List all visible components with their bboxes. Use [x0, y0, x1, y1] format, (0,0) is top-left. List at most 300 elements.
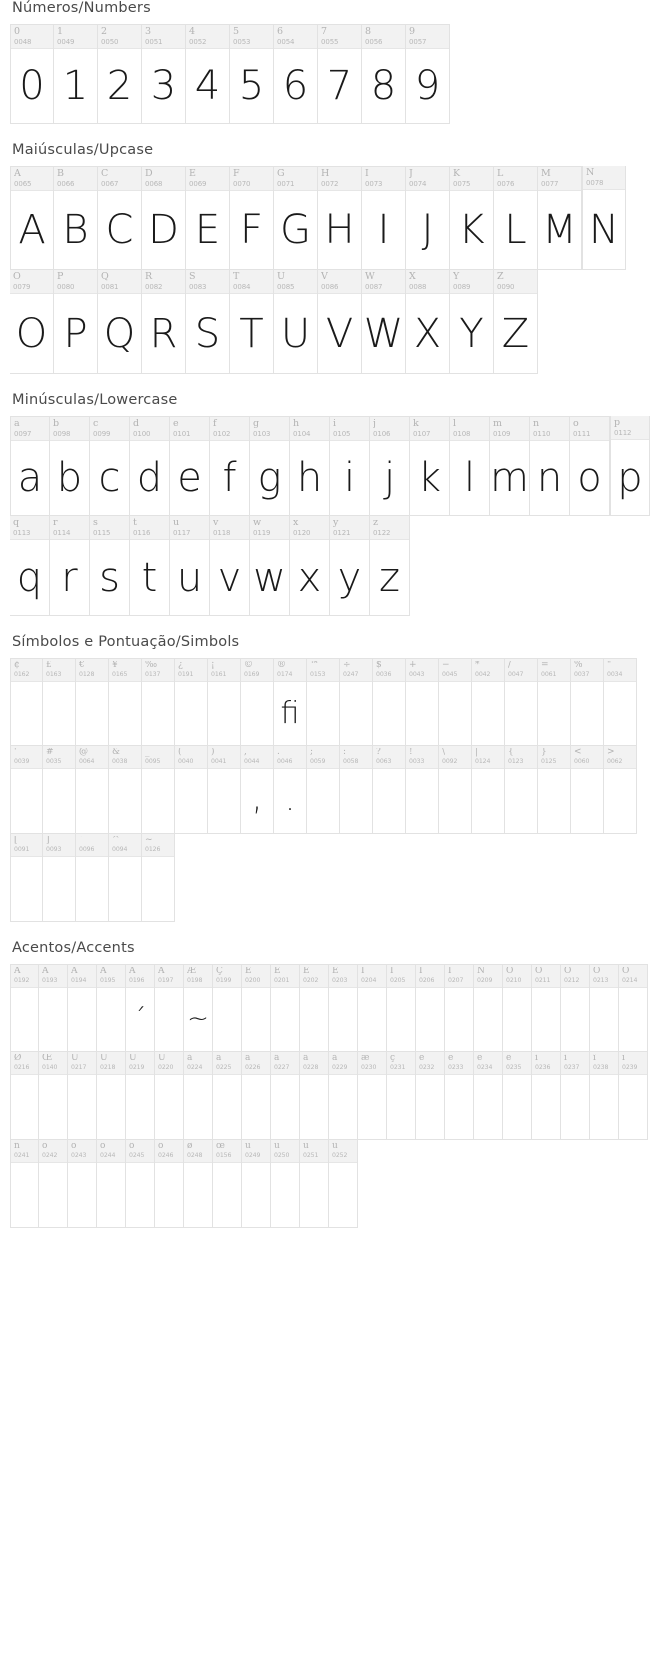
- glyph-preview: D: [148, 207, 179, 254]
- glyph-cell[interactable]: [250, 516, 290, 616]
- glyph-cell[interactable]: [10, 1052, 39, 1140]
- glyph-preview: R: [149, 310, 178, 357]
- glyph-char-label: m: [493, 419, 503, 429]
- glyph-cell[interactable]: [387, 1052, 416, 1140]
- glyph-preview: 6: [282, 63, 309, 110]
- glyph-preview: B: [62, 207, 89, 254]
- glyph-preview: [97, 1075, 125, 1140]
- glyph-cell[interactable]: [213, 1140, 242, 1228]
- glyph-preview: [142, 857, 174, 922]
- glyph-cell[interactable]: [142, 24, 186, 124]
- glyph-cell[interactable]: [230, 270, 274, 374]
- glyph-code-label: 0115: [93, 529, 111, 537]
- glyph-preview: [329, 1075, 357, 1140]
- glyph-cell[interactable]: [505, 746, 538, 834]
- glyph-code-label: 0207: [448, 977, 464, 984]
- glyph-cell[interactable]: [290, 416, 330, 516]
- glyph-cell-header: [416, 1052, 444, 1075]
- glyph-char-label: ^: [112, 836, 120, 845]
- glyph-code-label: 0043: [409, 671, 425, 678]
- glyph-char-label: â: [245, 1054, 251, 1063]
- glyph-char-label: Ä: [129, 967, 136, 976]
- glyph-cell[interactable]: [213, 1052, 242, 1140]
- glyph-cell[interactable]: [241, 746, 274, 834]
- glyph-cell[interactable]: [582, 166, 626, 270]
- glyph-code-label: 0114: [53, 529, 71, 537]
- glyph-code-label: 0082: [145, 283, 163, 291]
- glyph-char-label: M: [541, 169, 551, 179]
- glyph-code-label: 0078: [586, 179, 604, 187]
- glyph-preview: 5: [238, 63, 265, 110]
- glyph-code-label: 0163: [46, 671, 62, 678]
- glyph-cell-header: [505, 659, 537, 682]
- glyph-preview: C: [105, 207, 134, 254]
- glyph-code-label: 0034: [607, 671, 623, 678]
- glyph-cell-header: [370, 417, 409, 441]
- glyph-cell-header: [186, 270, 229, 294]
- glyph-cell[interactable]: [142, 166, 186, 270]
- glyph-cell[interactable]: [503, 964, 532, 1052]
- glyph-cell[interactable]: [610, 416, 650, 516]
- glyph-cell[interactable]: [126, 964, 155, 1052]
- glyph-cell[interactable]: [213, 964, 242, 1052]
- glyph-code-label: 0049: [57, 38, 75, 46]
- glyph-cell[interactable]: [307, 746, 340, 834]
- glyph-preview: 1: [62, 63, 89, 110]
- glyph-cell[interactable]: [155, 1140, 184, 1228]
- glyph-cell[interactable]: [97, 1052, 126, 1140]
- glyph-cell[interactable]: [538, 166, 582, 270]
- glyph-char-label: #: [46, 748, 54, 757]
- glyph-cell-header: [230, 270, 273, 294]
- glyph-char-label: y: [333, 518, 339, 528]
- glyph-preview: [213, 1075, 241, 1140]
- glyph-cell[interactable]: [43, 658, 76, 746]
- glyph-cell[interactable]: [538, 658, 571, 746]
- glyph-cell[interactable]: [208, 746, 241, 834]
- glyph-cell[interactable]: [532, 1052, 561, 1140]
- glyph-cell[interactable]: [318, 166, 362, 270]
- glyph-cell[interactable]: [300, 1052, 329, 1140]
- glyph-cell[interactable]: [370, 516, 410, 616]
- glyph-cell[interactable]: [406, 270, 450, 374]
- glyph-cell[interactable]: [410, 416, 450, 516]
- glyph-char-label: S: [189, 272, 196, 282]
- glyph-cell[interactable]: [274, 270, 318, 374]
- glyph-char-label: ?: [376, 748, 381, 757]
- glyph-preview: [242, 1163, 270, 1228]
- glyph-cell[interactable]: [186, 270, 230, 374]
- glyph-cell[interactable]: [68, 1052, 97, 1140]
- glyph-cell[interactable]: [39, 1052, 68, 1140]
- glyph-cell[interactable]: [570, 416, 610, 516]
- glyph-cell[interactable]: [450, 270, 494, 374]
- glyph-cell[interactable]: [68, 1140, 97, 1228]
- glyph-cell[interactable]: [50, 416, 90, 516]
- glyph-code-label: 0076: [497, 180, 515, 188]
- glyph-cell[interactable]: [340, 746, 373, 834]
- glyph-cell[interactable]: [130, 516, 170, 616]
- glyph-cell[interactable]: [10, 270, 54, 374]
- glyph-preview: V: [325, 310, 354, 357]
- glyph-code-label: 0053: [233, 38, 251, 46]
- glyph-cell[interactable]: [271, 964, 300, 1052]
- glyph-cell[interactable]: [445, 964, 474, 1052]
- glyph-code-label: 0153: [310, 671, 326, 678]
- glyph-cell[interactable]: [76, 834, 109, 922]
- glyph-char-label: õ: [129, 1142, 135, 1151]
- glyph-cell[interactable]: [318, 24, 362, 124]
- glyph-cell[interactable]: [10, 416, 50, 516]
- glyph-cell[interactable]: [362, 166, 406, 270]
- glyph-cell[interactable]: [329, 1052, 358, 1140]
- glyph-cell-header: [142, 167, 185, 191]
- glyph-cell[interactable]: [274, 658, 307, 746]
- glyph-cell[interactable]: [109, 746, 142, 834]
- glyph-cell[interactable]: [274, 746, 307, 834]
- glyph-cell[interactable]: [340, 658, 373, 746]
- glyph-code-label: 0229: [332, 1064, 348, 1071]
- glyph-cell[interactable]: [76, 658, 109, 746]
- glyph-cell[interactable]: [210, 516, 250, 616]
- glyph-cell[interactable]: [10, 746, 43, 834]
- glyph-cell[interactable]: [10, 516, 50, 616]
- glyph-grid: [10, 24, 661, 124]
- glyph-cell[interactable]: [494, 270, 538, 374]
- glyph-preview: h: [296, 455, 323, 502]
- glyph-cell-header: [11, 417, 49, 441]
- glyph-cell[interactable]: [10, 1140, 39, 1228]
- glyph-code-label: 0119: [253, 529, 271, 537]
- glyph-cell-header: [450, 270, 493, 294]
- glyph-preview: ´: [133, 1004, 147, 1035]
- glyph-cell[interactable]: [76, 746, 109, 834]
- glyph-cell[interactable]: [142, 746, 175, 834]
- glyph-cell[interactable]: [142, 658, 175, 746]
- glyph-cell[interactable]: [184, 1052, 213, 1140]
- glyph-cell[interactable]: [373, 658, 406, 746]
- glyph-char-label: _: [145, 748, 150, 757]
- glyph-cell[interactable]: [10, 24, 54, 124]
- glyph-cell[interactable]: [43, 834, 76, 922]
- glyph-code-label: 0117: [173, 529, 191, 537]
- glyph-char-label: Ö: [622, 967, 630, 976]
- glyph-cell[interactable]: [175, 658, 208, 746]
- glyph-code-label: 0239: [622, 1064, 638, 1071]
- glyph-cell-header: [175, 746, 207, 769]
- glyph-cell-header: [155, 1052, 183, 1075]
- glyph-cell[interactable]: [90, 516, 130, 616]
- glyph-cell[interactable]: [329, 964, 358, 1052]
- glyph-cell-header: [142, 25, 185, 49]
- glyph-cell[interactable]: [416, 1052, 445, 1140]
- glyph-cell[interactable]: [210, 416, 250, 516]
- glyph-char-label: +: [409, 661, 417, 670]
- glyph-cell[interactable]: [109, 658, 142, 746]
- glyph-cell[interactable]: [472, 658, 505, 746]
- glyph-cell[interactable]: [242, 1052, 271, 1140]
- glyph-cell[interactable]: [300, 964, 329, 1052]
- glyph-char-label: f: [213, 419, 217, 429]
- glyph-cell-header: [11, 834, 42, 857]
- glyph-preview: [373, 769, 405, 834]
- glyph-cell[interactable]: [362, 270, 406, 374]
- glyph-preview: [532, 1075, 560, 1140]
- glyph-cell-header: [590, 965, 618, 988]
- glyph-cell-header: [184, 1052, 212, 1075]
- glyph-char-label: l: [453, 419, 457, 429]
- glyph-cell[interactable]: [242, 1140, 271, 1228]
- glyph-preview: E: [194, 207, 221, 254]
- glyph-preview: [474, 988, 502, 1052]
- glyph-cell[interactable]: [416, 964, 445, 1052]
- glyph-cell[interactable]: [370, 416, 410, 516]
- glyph-preview: [445, 988, 473, 1052]
- glyph-char-label: $: [376, 661, 382, 670]
- glyph-code-label: 0226: [245, 1064, 261, 1071]
- glyph-cell[interactable]: [241, 658, 274, 746]
- glyph-cell[interactable]: [590, 1052, 619, 1140]
- glyph-cell-header: [472, 659, 504, 682]
- glyph-cell-header: [387, 965, 415, 988]
- glyph-cell[interactable]: [170, 516, 210, 616]
- glyph-cell[interactable]: [109, 834, 142, 922]
- glyph-preview: G: [280, 207, 311, 254]
- glyph-cell[interactable]: [474, 1052, 503, 1140]
- glyph-cell[interactable]: [230, 166, 274, 270]
- glyph-preview: N: [589, 206, 619, 253]
- glyph-char-label: p: [614, 418, 621, 428]
- glyph-cell-header: [474, 965, 502, 988]
- glyph-cell[interactable]: [590, 964, 619, 1052]
- glyph-code-label: 0099: [93, 430, 111, 438]
- glyph-cell[interactable]: [10, 166, 54, 270]
- glyph-char-label: o: [573, 419, 579, 429]
- glyph-cell[interactable]: [472, 746, 505, 834]
- glyph-cell[interactable]: [604, 658, 637, 746]
- glyph-preview: k: [417, 455, 442, 502]
- glyph-preview: O: [15, 310, 48, 357]
- glyph-cell[interactable]: [571, 746, 604, 834]
- glyph-char-label: Ü: [158, 1054, 166, 1063]
- glyph-cell[interactable]: [445, 1052, 474, 1140]
- glyph-cell-header: [561, 965, 589, 988]
- glyph-code-label: 0044: [244, 758, 260, 765]
- glyph-cell[interactable]: [175, 746, 208, 834]
- glyph-char-label: g: [253, 419, 260, 429]
- glyph-preview: [271, 988, 299, 1052]
- glyph-cell[interactable]: [619, 964, 648, 1052]
- glyph-cell[interactable]: [274, 24, 318, 124]
- glyph-cell[interactable]: [406, 166, 450, 270]
- glyph-cell[interactable]: [532, 964, 561, 1052]
- glyph-cell[interactable]: [358, 1052, 387, 1140]
- glyph-code-label: 0106: [373, 430, 391, 438]
- glyph-cell-header: [362, 270, 405, 294]
- glyph-char-label: à: [187, 1054, 193, 1063]
- glyph-char-label: |: [475, 748, 479, 757]
- glyph-code-label: 0105: [333, 430, 351, 438]
- glyph-cell[interactable]: [358, 964, 387, 1052]
- glyph-cell-header: [362, 167, 405, 191]
- glyph-cell[interactable]: [186, 24, 230, 124]
- glyph-preview: J: [421, 207, 434, 254]
- glyph-cell[interactable]: [90, 416, 130, 516]
- glyph-char-label: œ: [216, 1142, 225, 1151]
- glyph-code-label: 0039: [14, 758, 30, 765]
- glyph-cell[interactable]: [98, 24, 142, 124]
- glyph-preview: S: [194, 310, 221, 357]
- glyph-cell[interactable]: [130, 416, 170, 516]
- glyph-cell-header: [98, 25, 141, 49]
- glyph-cell[interactable]: [561, 964, 590, 1052]
- glyph-code-label: 0232: [419, 1064, 435, 1071]
- glyph-preview: [11, 988, 38, 1052]
- glyph-cell[interactable]: [155, 964, 184, 1052]
- glyph-cell[interactable]: [170, 416, 210, 516]
- glyph-preview: [68, 1163, 96, 1228]
- glyph-char-label: ç: [390, 1054, 396, 1063]
- glyph-cell[interactable]: [230, 24, 274, 124]
- glyph-char-label: ú: [274, 1142, 280, 1151]
- glyph-cell-header: [450, 167, 493, 191]
- glyph-cell[interactable]: [490, 416, 530, 516]
- glyph-code-label: 0112: [614, 429, 632, 437]
- glyph-char-label: >: [607, 748, 615, 757]
- glyph-cell[interactable]: [406, 658, 439, 746]
- glyph-cell[interactable]: [505, 658, 538, 746]
- glyph-code-label: 0213: [593, 977, 609, 984]
- glyph-cell[interactable]: [561, 1052, 590, 1140]
- glyph-cell-header: [186, 25, 229, 49]
- glyph-code-label: 0125: [541, 758, 557, 765]
- glyph-char-label: ]: [46, 836, 50, 845]
- glyph-cell[interactable]: [373, 746, 406, 834]
- glyph-preview: [406, 769, 438, 834]
- glyph-code-label: 0065: [14, 180, 32, 188]
- glyph-char-label: G: [277, 169, 285, 179]
- glyph-cell-header: [170, 417, 209, 441]
- glyph-char-label: È: [245, 967, 252, 976]
- glyph-code-label: 0046: [277, 758, 293, 765]
- glyph-cell[interactable]: [142, 270, 186, 374]
- glyph-cell[interactable]: [474, 964, 503, 1052]
- glyph-cell[interactable]: [604, 746, 637, 834]
- glyph-cell[interactable]: [184, 964, 213, 1052]
- glyph-code-label: 0063: [376, 758, 392, 765]
- glyph-char-label: Ó: [535, 967, 543, 976]
- glyph-cell[interactable]: [318, 270, 362, 374]
- glyph-cell[interactable]: [50, 516, 90, 616]
- glyph-cell[interactable]: [43, 746, 76, 834]
- glyph-preview: [76, 857, 108, 922]
- glyph-cell-header: [90, 417, 129, 441]
- glyph-cell-header: [213, 1140, 241, 1163]
- glyph-cell[interactable]: [494, 166, 538, 270]
- glyph-cell[interactable]: [439, 746, 472, 834]
- glyph-code-label: 0219: [129, 1064, 145, 1071]
- glyph-cell[interactable]: [387, 964, 416, 1052]
- glyph-code-label: 0192: [14, 977, 30, 984]
- glyph-cell[interactable]: [290, 516, 330, 616]
- glyph-cell-header: [126, 965, 154, 988]
- glyph-cell[interactable]: [439, 658, 472, 746]
- glyph-cell[interactable]: [271, 1052, 300, 1140]
- glyph-preview: L: [504, 207, 527, 254]
- glyph-char-label: ò: [42, 1142, 48, 1151]
- glyph-code-label: 0093: [46, 846, 62, 853]
- glyph-cell[interactable]: [184, 1140, 213, 1228]
- glyph-char-label: 7: [321, 27, 328, 37]
- glyph-cell[interactable]: [10, 658, 43, 746]
- glyph-preview: U: [280, 310, 311, 357]
- glyph-cell[interactable]: [97, 964, 126, 1052]
- glyph-cell-header: [50, 417, 89, 441]
- glyph-cell-header: [330, 516, 369, 540]
- glyph-cell[interactable]: [330, 416, 370, 516]
- glyph-cell[interactable]: [97, 1140, 126, 1228]
- glyph-cell[interactable]: [98, 270, 142, 374]
- glyph-cell[interactable]: [571, 658, 604, 746]
- glyph-grid: [10, 166, 661, 374]
- glyph-code-label: 0095: [145, 758, 161, 765]
- glyph-cell[interactable]: [208, 658, 241, 746]
- glyph-cell[interactable]: [300, 1140, 329, 1228]
- glyph-cell[interactable]: [503, 1052, 532, 1140]
- glyph-cell[interactable]: [126, 1140, 155, 1228]
- glyph-cell[interactable]: [250, 416, 290, 516]
- glyph-cell[interactable]: [274, 166, 318, 270]
- glyph-preview: [11, 857, 42, 922]
- glyph-cell[interactable]: [450, 416, 490, 516]
- glyph-code-label: 0064: [79, 758, 95, 765]
- glyph-cell[interactable]: [10, 964, 39, 1052]
- glyph-preview: g: [257, 455, 282, 502]
- glyph-cell[interactable]: [619, 1052, 648, 1140]
- glyph-cell[interactable]: [10, 834, 43, 922]
- glyph-cell[interactable]: [39, 1140, 68, 1228]
- glyph-char-label: Î: [419, 967, 423, 976]
- glyph-cell[interactable]: [142, 834, 175, 922]
- glyph-cell[interactable]: [406, 746, 439, 834]
- glyph-code-label: 0246: [158, 1152, 174, 1159]
- glyph-code-label: 0091: [14, 846, 30, 853]
- glyph-cell[interactable]: [39, 964, 68, 1052]
- glyph-cell-header: [11, 659, 42, 682]
- glyph-cell[interactable]: [54, 270, 98, 374]
- glyph-preview: [604, 682, 636, 746]
- glyph-cell[interactable]: [126, 1052, 155, 1140]
- glyph-cell[interactable]: [155, 1052, 184, 1140]
- glyph-cell[interactable]: [68, 964, 97, 1052]
- glyph-cell[interactable]: [98, 166, 142, 270]
- glyph-cell[interactable]: [242, 964, 271, 1052]
- glyph-cell[interactable]: [329, 1140, 358, 1228]
- glyph-cell-header: [242, 1140, 270, 1163]
- glyph-cell[interactable]: [530, 416, 570, 516]
- glyph-cell[interactable]: [186, 166, 230, 270]
- glyph-cell[interactable]: [271, 1140, 300, 1228]
- glyph-cell[interactable]: [307, 658, 340, 746]
- glyph-cell[interactable]: [330, 516, 370, 616]
- glyph-cell[interactable]: [538, 746, 571, 834]
- glyph-code-label: 0165: [112, 671, 128, 678]
- glyph-cell[interactable]: [54, 166, 98, 270]
- glyph-cell[interactable]: [450, 166, 494, 270]
- glyph-cell[interactable]: [54, 24, 98, 124]
- glyph-cell[interactable]: [362, 24, 406, 124]
- glyph-cell[interactable]: [406, 24, 450, 124]
